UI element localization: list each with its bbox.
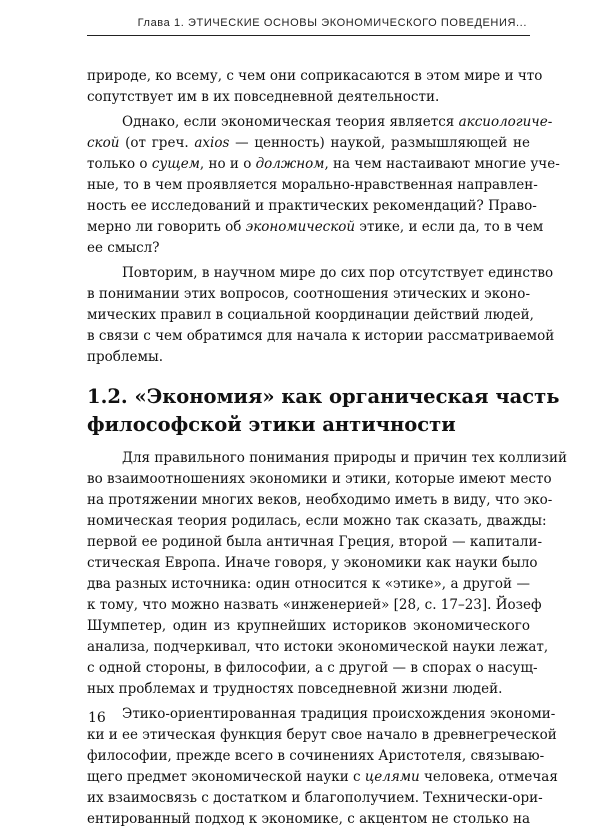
text-line	[87, 637, 549, 658]
paragraph-5	[87, 704, 558, 830]
text-line	[87, 616, 530, 637]
text-span: — ценность) наукой, размышляющей не	[229, 135, 530, 151]
text-span: мических правил в социальной координации действий людей,	[87, 307, 534, 323]
text-span: Шумпетер, один из крупнейших историков экономического	[87, 618, 530, 634]
text-line	[87, 679, 530, 700]
paragraph-2	[87, 112, 560, 259]
running-head: Глава 1. ЭТИЧЕСКИЕ ОСНОВЫ ЭКОНОМИЧЕСКОГО ПОВЕДЕНИЯ...	[137, 17, 527, 29]
text-span: Однако, если экономическая теория является	[122, 114, 459, 130]
italic-term: должном	[255, 156, 325, 172]
text-line	[87, 725, 557, 746]
text-span: , но и о	[199, 156, 256, 172]
text-line	[87, 595, 542, 616]
italic-term: axios	[194, 135, 230, 151]
italic-term: экономической	[245, 219, 356, 235]
text-line	[87, 87, 530, 108]
text-span: два разных источника: один относится к «этике», а другой —	[87, 576, 530, 592]
text-line	[87, 263, 554, 284]
section-heading-line-1: 1.2. «Экономия» как органическая часть	[87, 385, 560, 408]
text-line	[87, 809, 530, 830]
text-span: на протяжении многих веков, необходимо иметь в виду, что эко-	[87, 492, 553, 508]
text-span: анализа, подчеркивал, что истоки экономической науки лежат,	[87, 639, 549, 655]
text-line	[87, 175, 538, 196]
text-line	[87, 788, 543, 809]
text-line	[87, 511, 547, 532]
text-span: в понимании этих вопросов, соотношения этических и эконо-	[87, 286, 530, 302]
text-span: этике, и если да, то в чем	[355, 219, 544, 235]
text-line	[87, 326, 555, 347]
text-line	[87, 532, 543, 553]
text-line	[87, 704, 556, 725]
text-line	[87, 154, 560, 175]
text-span: философии, прежде всего в сочинениях Аристотеля, связываю-	[87, 748, 545, 764]
text-line	[87, 347, 530, 368]
text-span: , на чем настаивают многие уче-	[324, 156, 560, 172]
text-line	[87, 574, 530, 595]
text-line	[87, 553, 538, 574]
header-rule	[87, 35, 530, 36]
paragraph-1	[87, 66, 543, 108]
italic-term: сущем	[151, 156, 200, 172]
text-span: сопутствует им в их повседневной деятельности.	[87, 89, 440, 105]
text-line	[87, 66, 543, 87]
section-heading-line-2: философской этики античности	[87, 413, 456, 436]
text-line	[87, 448, 567, 469]
text-line	[87, 746, 545, 767]
text-span: первой ее родиной была античная Греция, второй — капитали-	[87, 534, 543, 550]
text-line	[87, 469, 552, 490]
text-span: ки и ее этическая функция берут свое начало в древнегреческой	[87, 727, 557, 743]
text-span: Для правильного понимания природы и причин тех коллизий	[122, 450, 567, 466]
text-span: стическая Европа. Иначе говоря, у экономики как науки было	[87, 555, 538, 571]
paragraph-3	[87, 263, 555, 368]
text-line	[87, 217, 544, 238]
text-line	[87, 767, 558, 788]
text-span: ность ее исследований и практических рекомендаций? Право-	[87, 198, 537, 214]
text-span: только о	[87, 156, 152, 172]
section-heading	[87, 383, 560, 439]
text-span: мерно ли говорить об	[87, 219, 246, 235]
text-span: Повторим, в научном мире до сих пор отсутствует единство	[122, 265, 554, 281]
paragraph-4	[87, 448, 567, 700]
text-line	[87, 238, 530, 259]
text-line	[87, 133, 530, 154]
text-span: ные, то в чем проявляется морально-нравственная направлен-	[87, 177, 538, 193]
text-span: (от греч.	[119, 135, 195, 151]
text-span: ентированный подход к экономике, с акцентом не столько на	[87, 811, 530, 827]
text-line	[87, 196, 537, 217]
text-span: их взаимосвязь с достатком и благополучием. Технически-ори-	[87, 790, 543, 806]
page-body	[87, 66, 567, 830]
text-line	[87, 490, 553, 511]
text-line	[87, 284, 530, 305]
italic-term: ской	[87, 135, 120, 151]
text-span: во взаимоотношениях экономики и этики, которые имеют место	[87, 471, 552, 487]
text-span: проблемы.	[87, 349, 163, 365]
text-span: щего предмет экономической науки с	[87, 769, 365, 785]
text-span: ее смысл?	[87, 240, 160, 256]
text-line	[87, 305, 534, 326]
text-span: к тому, что можно назвать «инженерией» [28, с. 17–23]. Йозеф	[87, 597, 542, 613]
text-span: в связи с чем обратимся для начала к истории рассматриваемой	[87, 328, 555, 344]
text-line	[87, 658, 538, 679]
italic-term: аксиологиче-	[458, 114, 553, 130]
italic-term: целями	[364, 769, 420, 785]
text-span: Этико-ориентированная традиция происхождения экономи-	[122, 706, 556, 722]
page-number: 16	[88, 710, 106, 726]
text-span: ных проблемах и трудностях повседневной жизни людей.	[87, 681, 503, 697]
text-line	[87, 112, 553, 133]
text-span: номическая теория родилась, если можно так сказать, дважды:	[87, 513, 547, 529]
text-span: человека, отмечая	[419, 769, 558, 785]
text-span: природе, ко всему, с чем они соприкасаются в этом мире и что	[87, 68, 543, 84]
text-span: с одной стороны, в философии, а с другой — в спорах о насущ-	[87, 660, 538, 676]
